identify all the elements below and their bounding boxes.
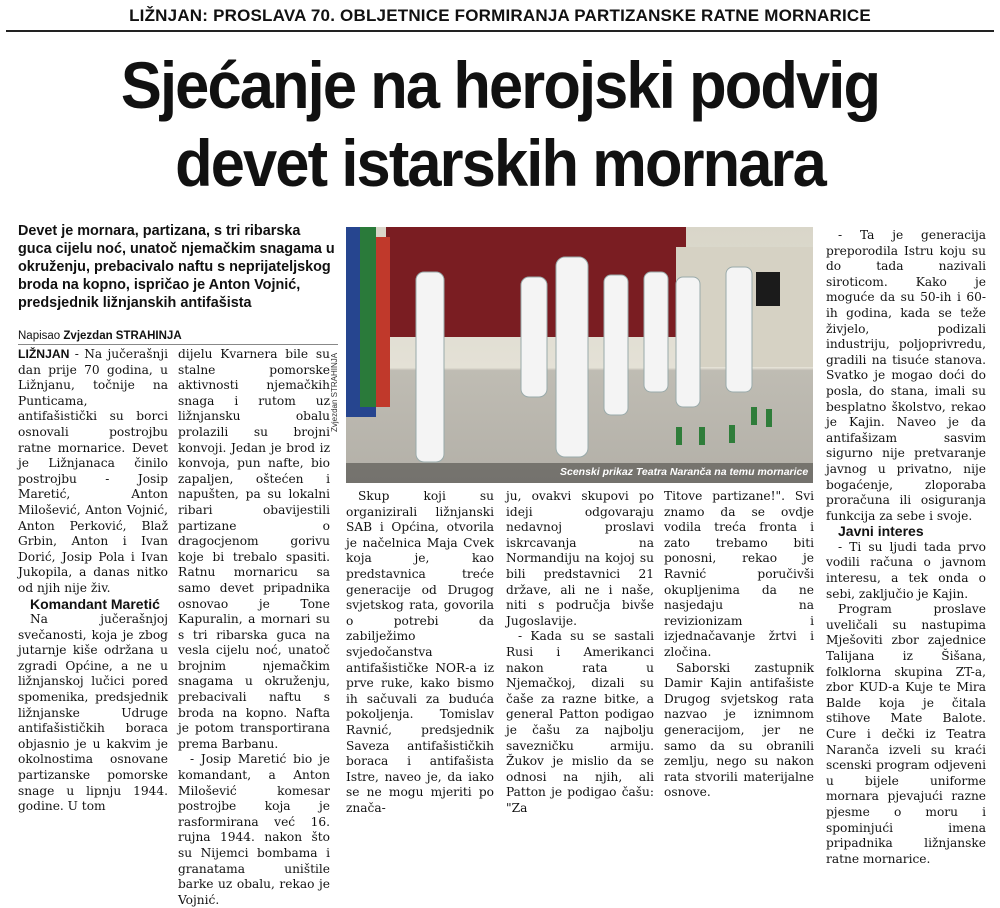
col2-paragraph-2: - Josip Maretić bio je komandant, a Anton Milošević komesar postrojbe koja je rasformirana već 16. rujna 1944. nakon što su Nijemci bombama i granatama uništile barke uz obalu, rekao je Vojnić. xyxy=(178,752,330,907)
dateline: LIŽNJAN xyxy=(18,347,70,361)
headline-line1: Sjećanje na herojski podvig xyxy=(120,48,880,122)
top-rule xyxy=(6,30,994,32)
sailor-2 xyxy=(521,277,547,397)
flag-green xyxy=(360,227,376,407)
article-column-4 xyxy=(506,489,654,816)
byline xyxy=(18,330,338,345)
article-column-1 xyxy=(18,347,168,815)
col5-paragraph-1: Titove partizane!". Svi znamo da se ovdje vodila treća fronta i zato trebamo biti ponosni, rekao je Ravnić poručivši okupljenima da ne nasjedaju na revizionizam i izjednačavanje žrtvi i zločina. xyxy=(664,489,814,659)
col3-paragraph-1: Skup koji su organizirali ližnjanski SAB i Općina, otvorila je načelnica Maja Cvek koja je, kao predstavnica treće generacije od Drugog svjetskog rata, govorila o potrebi da zabilježimo svjedočanstva antifašističke NOR-a iz prve ruke, kako bismo ih sačuvali za buduća pokoljenja. Tomislav Ravnić, predsjednik Saveza antifašističkih boraca i antifašista Istre, naveo je, da iako se ne mogu mjeriti po znača- xyxy=(346,489,494,815)
subheading-javni-interes: Javni interes xyxy=(838,523,924,540)
article-column-6 xyxy=(826,228,986,867)
article-column-2 xyxy=(178,347,330,908)
stage-scene-illustration xyxy=(346,227,813,483)
sailor-7 xyxy=(726,267,752,392)
photo-credit: Zvjezdan STRAHINJA xyxy=(330,352,339,432)
flag-red xyxy=(376,237,390,407)
kicker-place: LIŽNJAN: xyxy=(129,6,209,25)
article-column-5 xyxy=(664,489,814,801)
sailor-6 xyxy=(676,277,700,407)
headline xyxy=(35,46,965,202)
article-column-3 xyxy=(346,489,494,816)
byline-prefix: Napisao xyxy=(18,330,61,342)
col1-paragraph-1: - Na jučerašnji dan prije 70 godina, u Ližnjanu, točnije na Punticama, antifašistički su borci osnovali postrojbu ratne mornarice. Devet je Ližnjanaca činilo postrojbu - Josip Maretić, Anton Milošević, Anton Vojnić, Anton Perković, Blaž Grbin, Anton i Ivan Dorić, Josip Pola i Ivan Jukopila, a danas nitko od njih nije živ. xyxy=(18,347,168,595)
lead-paragraph: Devet je mornara, partizana, s tri ribarska guca cijelu noć, unatoč njemačkim snagama u okruženju, prebacivalo naftu s neprijateljskog broda na kopno, ispričao je Anton Vojnić, predsjednik ližnjanskih antifašista xyxy=(18,223,335,311)
byline-author: Zvjezdan STRAHINJA xyxy=(63,330,182,342)
bottles xyxy=(676,407,772,445)
subheading-komandant: Komandant Maretić xyxy=(30,595,160,612)
sailor-4 xyxy=(604,275,628,415)
col1-paragraph-2: Na jučerašnjoj svečanosti, koja je zbog jutarnje kiše održana u zgradi Općine, a ne u ližnjanskoj lučici pored spomenika, predsjednik ližnjanske Udruge antifašističkih boraca objasnio je u kakvim je okolnostima osnovane partizanske pomorske snage u lipnju 1944. godine. U tom xyxy=(18,612,168,814)
kicker-text: PROSLAVA 70. OBLJETNICE FORMIRANJA PARTIZANSKE RATNE MORNARICE xyxy=(213,6,871,25)
col2-paragraph-1: dijelu Kvarnera bile su stalne pomorske aktivnosti njemačkih snaga i rutom uz ližnjansku obalu prolazili su brojni konvoji. Jedan je brod iz konvoja, pun nafte, bio zapaljen, oštećen i napušten, pa su lokalni ribari obavijestili partizane o dragocjenom gorivu koje bi trebalo spasiti. Ratnu mornaricu sa samo devet pripadnika osnovao je Tone Kapuralin, a mornari su s tri ribarska guca na vesla cijelu noć, unatoč brojnim njemačkim snagama u okruženju, prebacivali naftu s broda na kopno. Nafta je potom transportirana prema Barbanu. xyxy=(178,347,330,751)
col4-paragraph-1: ju, ovakvi skupovi po ideji odgovaraju nedavnoj proslavi iskrcavanja na Normandiju na kojoj su bili predstavnici 21 države, ali ne i naše, niti s područja bivše Jugoslavije. xyxy=(506,489,654,628)
kicker xyxy=(0,6,1000,26)
speaker xyxy=(756,272,780,306)
col6-paragraph-2: - Ti su ljudi tada prvo vodili računa o javnom interesu, a tek onda o sebi, zaključio je Kajin. xyxy=(826,539,986,601)
event-photo xyxy=(346,227,813,483)
col5-paragraph-2: Saborski zastupnik Damir Kajin antifašiste Drugog svjetskog rata nazvao je iznimnom generacijom, jer ne samo da su obranili zemlju, nego su nakon rata stvorili materijalne osnove. xyxy=(664,660,814,800)
col6-paragraph-3: Program proslave uveličali su nastupima Mješoviti zbor zajednice Talijana iz Šišana, folklorna skupina ZT-a, zbor KUD-a Kuje te Mira Balde koja je čitala stihove Mate Balote. Cure i dečki iz Teatra Naranča izveli su kraći scenski program odjeveni u bijele uniforme mornara pjevajući razne pjesme o moru i spominjući imena pripadnika ližnjanske ratne mornarice. xyxy=(826,602,986,866)
sailor-5 xyxy=(644,272,668,392)
photo-caption: Scenski prikaz Teatra Naranča na temu mornarice xyxy=(560,466,809,478)
sailor-1 xyxy=(416,272,444,462)
sailor-3 xyxy=(556,257,588,457)
col4-paragraph-2: - Kada su se sastali Rusi i Amerikanci nakon rata u Njemačkoj, dizali su čaše za razne bitke, a general Patton podigao je čašu za najbolju savezničku armiju. Žukov je mislio da se odnosi na njih, ali Patton je podigao čašu: "Za xyxy=(506,629,654,815)
col6-paragraph-1: - Ta je generacija preporodila Istru koju su do tada nazivali siroticom. Kako je moguće da su 50-ih i 60-ih godina, kada se teže živjelo, podizali industriju, poljoprivredu, gradili na tisuće stanova. Svatko je mogao doći do posla, do stana, imali su besplatno školstvo, rekao je Kajin. Naveo je da antifašizam sasvim sigurno nije pretvaranje javnog u privatno, nije bogaćenje, zloporaba proračuna ili osiguranja funkcija za sebe i svoje. xyxy=(826,228,986,523)
headline-line2: devet istarskih mornara xyxy=(175,126,825,200)
